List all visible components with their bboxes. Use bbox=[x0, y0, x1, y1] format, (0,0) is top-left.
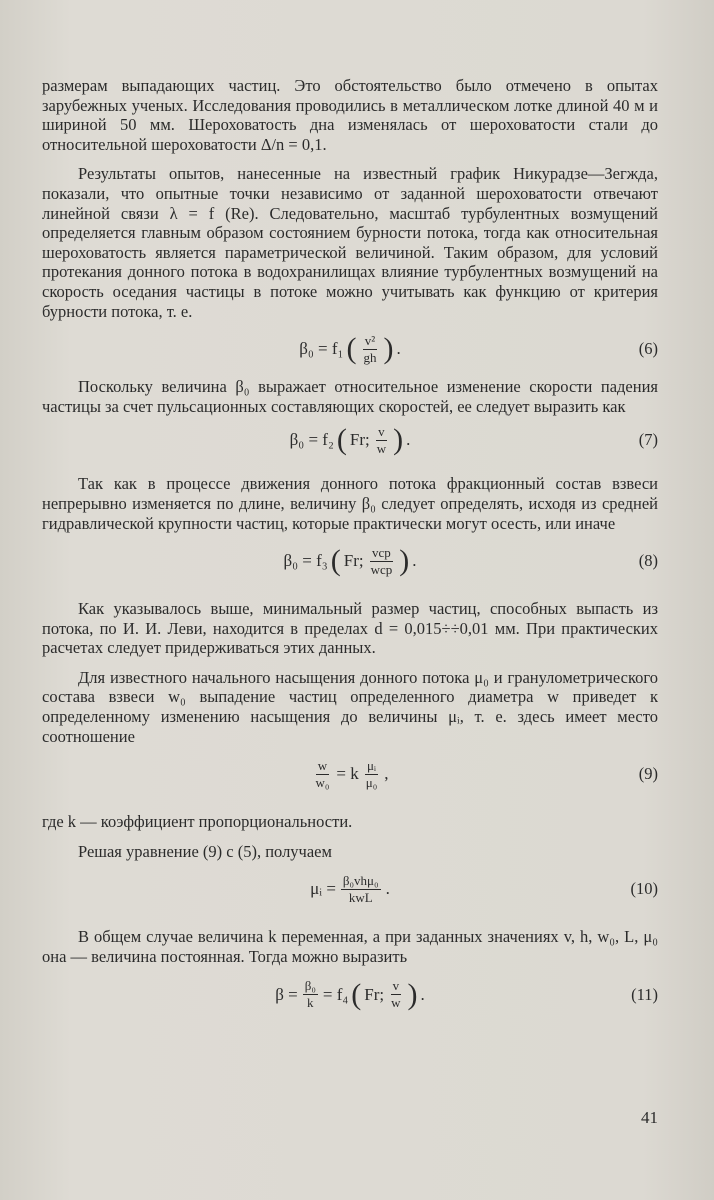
formula-6: β₀ = f₁ ( $\frac{\text{v²}}{gh}$ ) . (6) bbox=[299, 332, 658, 366]
paragraph-5: Как указывалось выше, минимальный размер частиц, способных выпасть из потока, по И. И. Леви, находится в пределах d = 0,015÷÷0,01 мм. При практических расчетах следует придерживаться этих данных. bbox=[42, 599, 658, 658]
equation-number-8: (8) bbox=[638, 551, 658, 571]
formula-9: $\frac{w}{\text{w₀}}$ = k $\frac{\text{μᵢ}}{\text{μ₀}}$ , (9) bbox=[315, 757, 658, 790]
equation-number-10: (10) bbox=[630, 879, 658, 899]
paragraph-1: размерам выпадающих частиц. Это обстоятельство было отмечено в опытах зарубежных ученых. Исследования проводились в металлическом лотке длиной 40 м и шириной 50 мм. Шероховатость дна изменялась от шероховатости стали до относительной шероховатости Δ/n = 0,1. bbox=[42, 76, 658, 154]
formula-8: β₀ = f₃ ( Fr; $\frac{\text{vср}}{\text{wср}}$ ) . (8) bbox=[283, 544, 658, 578]
formula-6-fraction: $\frac{\text{v²}}{gh}$ bbox=[363, 332, 377, 365]
formula-6-lhs: β₀ = f₁ bbox=[299, 339, 344, 359]
paragraph-2: Результаты опытов, нанесенные на известный график Никурадзе—Зегжда, показали, что опытные точки независимо от заданной шероховатости отвечают линейной связи λ = f (Re). Следовательно, масштаб турбулентных возмущений определяется главным образом состоянием бурности потока, тогда как относительная шероховатость является параметрической величиной. Таким образом, для условий протекания донного потока в водохранилищах влияние турбулентных возмущений на скорость оседания частицы в потоке можно учитывать как функцию от критерия бурности потока, т. е. bbox=[42, 164, 658, 321]
paragraph-9: В общем случае величина k переменная, а при заданных значениях v, h, w₀, L, μ₀ она — величина постоянная. Тогда можно выразить bbox=[42, 927, 658, 967]
paragraph-7: где k — коэффициент пропорциональности. bbox=[42, 812, 353, 832]
equation-number-9: (9) bbox=[638, 764, 658, 784]
equation-number-11: (11) bbox=[631, 984, 658, 1004]
page-number: 41 bbox=[641, 1108, 658, 1127]
equation-number-7: (7) bbox=[638, 430, 658, 450]
paragraph-8: Решая уравнение (9) с (5), получаем bbox=[78, 841, 332, 861]
formula-10: μᵢ = $\frac{\text{β₀vhμ₀}}{\text{kwL}}$ . (10) bbox=[310, 872, 658, 905]
equation-number-6: (6) bbox=[638, 339, 658, 359]
paragraph-3: Поскольку величина β₀ выражает относительное изменение скорости падения частицы за счет пульсационных составляющих скоростей, ее следует выразить как bbox=[42, 377, 658, 416]
paragraph-6: Для известного начального насыщения донного потока μ₀ и гранулометрического состава взвеси w₀ выпадение частиц определенного диаметра w приведет к определенному изменению насыщения до величины μᵢ, т. е. здесь имеет место соотношение bbox=[42, 667, 658, 746]
formula-7: β₀ = f₂ ( Fr; $\frac{v}{w}$ ) . (7) bbox=[289, 423, 658, 457]
formula-11: β = $\frac{\text{β₀}}{k}$ = f₄ ( Fr; $\frac{v}{w}$ ) . (11) bbox=[275, 977, 658, 1011]
paragraph-4: Так как в процессе движения донного потока фракционный состав взвеси непрерывно изменяется по длине, величину β₀ следует определять, исходя из средней гидравлической крупности частиц, которые практически могут осесть, или иначе bbox=[42, 474, 658, 533]
